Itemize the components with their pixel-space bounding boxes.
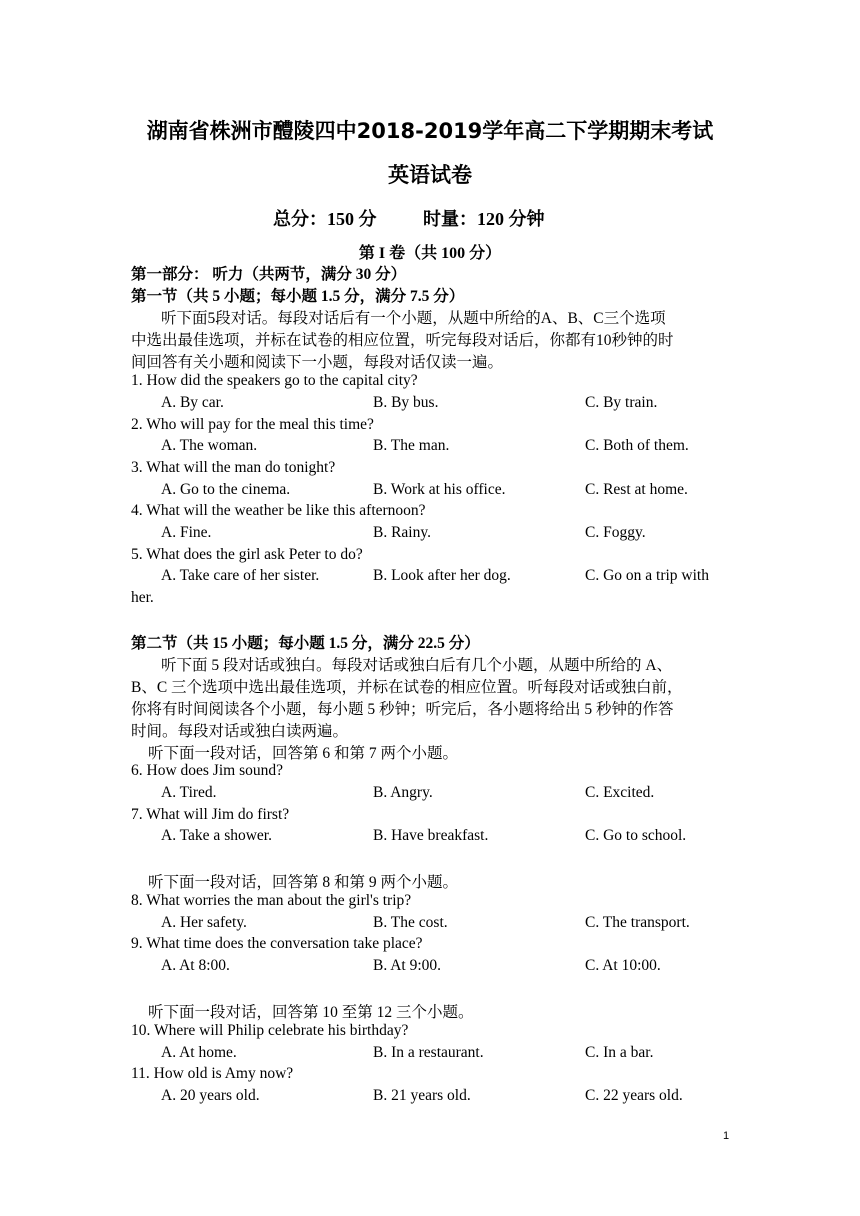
option-c-continuation: her. <box>131 589 154 606</box>
exam-subtitle: 英语试卷 <box>388 163 472 187</box>
question-text: 1. How did the speakers go to the capital city? <box>131 372 418 389</box>
question-text: 7. What will Jim do first? <box>131 806 290 823</box>
option-a: A. By car. <box>161 394 224 411</box>
option-c: C. By train. <box>585 394 658 411</box>
volume-heading: 第 I 卷（共 100 分） <box>358 245 502 262</box>
question-text: 2. Who will pay for the meal this time? <box>131 416 374 433</box>
option-b: B. By bus. <box>373 394 439 411</box>
option-a: A. Take a shower. <box>161 827 272 844</box>
question-text: 8. What worries the man about the girl's trip? <box>131 892 412 909</box>
question-text: 3. What will the man do tonight? <box>131 459 336 476</box>
option-c: C. Excited. <box>585 784 655 801</box>
option-a: A. The woman. <box>161 437 258 454</box>
question-text: 10. Where will Philip celebrate his birthday? <box>131 1022 409 1039</box>
question-text: 11. How old is Amy now? <box>131 1065 294 1082</box>
option-c: C. The transport. <box>585 914 690 931</box>
option-c: C. At 10:00. <box>585 957 661 974</box>
option-a: A. Fine. <box>161 524 212 541</box>
section2-heading: 第二节（共 15 小题；每小题 1.5 分，满分 22.5 分） <box>131 635 480 652</box>
question-text: 6. How does Jim sound? <box>131 762 283 779</box>
option-a: A. Go to the cinema. <box>161 481 291 498</box>
option-c: C. Go on a trip with <box>585 567 709 584</box>
group-intro: 听下面一段对话，回答第 6 和第 7 两个小题。 <box>148 745 459 762</box>
question-text: 5. What does the girl ask Peter to do? <box>131 546 363 563</box>
exam-title: 湖南省株洲市醴陵四中2018-2019学年高二下学期期末考试 <box>146 119 714 143</box>
group-intro: 听下面一段对话，回答第 8 和第 9 两个小题。 <box>148 874 459 891</box>
section2-instruction-line: 听下面 5 段对话或独白。每段对话或独白后有几个小题，从题中所给的 A、 <box>161 657 673 674</box>
section1-instruction-line: 中选出最佳选项，并标在试卷的相应位置，听完每段对话后，你都有10秒钟的时 <box>131 332 674 349</box>
option-a: A. Tired. <box>161 784 217 801</box>
option-b: B. Rainy. <box>373 524 431 541</box>
option-b: B. The man. <box>373 437 450 454</box>
option-a: A. 20 years old. <box>161 1087 260 1104</box>
option-b: B. Look after her dog. <box>373 567 511 584</box>
question-text: 9. What time does the conversation take place? <box>131 935 423 952</box>
option-a: A. At 8:00. <box>161 957 230 974</box>
page-number: 1 <box>723 1130 730 1142</box>
option-b: B. At 9:00. <box>373 957 442 974</box>
option-c: C. Go to school. <box>585 827 687 844</box>
section1-heading: 第一节（共 5 小题；每小题 1.5 分，满分 7.5 分） <box>131 288 465 305</box>
total-score: 总分：150 分 <box>273 209 377 229</box>
option-c: C. Foggy. <box>585 524 646 541</box>
option-b: B. Work at his office. <box>373 481 506 498</box>
option-b: B. Have breakfast. <box>373 827 489 844</box>
option-c: C. Both of them. <box>585 437 689 454</box>
option-b: B. Angry. <box>373 784 433 801</box>
section1-instruction-line: 听下面5段对话。每段对话后有一个小题，从题中所给的A、B、C三个选项 <box>161 310 666 327</box>
time-limit: 时量：120 分钟 <box>423 209 545 229</box>
option-b: B. The cost. <box>373 914 448 931</box>
part1-heading: 第一部分： 听力（共两节，满分 30 分） <box>131 266 407 283</box>
section1-instruction-line: 间回答有关小题和阅读下一小题，每段对话仅读一遍。 <box>131 354 504 371</box>
option-a: A. At home. <box>161 1044 237 1061</box>
question-text: 4. What will the weather be like this afternoon? <box>131 502 426 519</box>
section2-instruction-line: B、C 三个选项中选出最佳选项，并标在试卷的相应位置。听每段对话或独白前， <box>131 679 683 696</box>
option-c: C. In a bar. <box>585 1044 654 1061</box>
option-c: C. 22 years old. <box>585 1087 683 1104</box>
section2-instruction-line: 你将有时间阅读各个小题，每小题 5 秒钟；听完后，各小题将给出 5 秒钟的作答 <box>131 701 674 718</box>
group-intro: 听下面一段对话，回答第 10 至第 12 三个小题。 <box>148 1004 474 1021</box>
option-a: A. Her safety. <box>161 914 247 931</box>
option-b: B. 21 years old. <box>373 1087 471 1104</box>
section2-instruction-line: 时间。每段对话或独白读两遍。 <box>131 723 349 740</box>
option-c: C. Rest at home. <box>585 481 688 498</box>
option-b: B. In a restaurant. <box>373 1044 484 1061</box>
option-a: A. Take care of her sister. <box>161 567 320 584</box>
